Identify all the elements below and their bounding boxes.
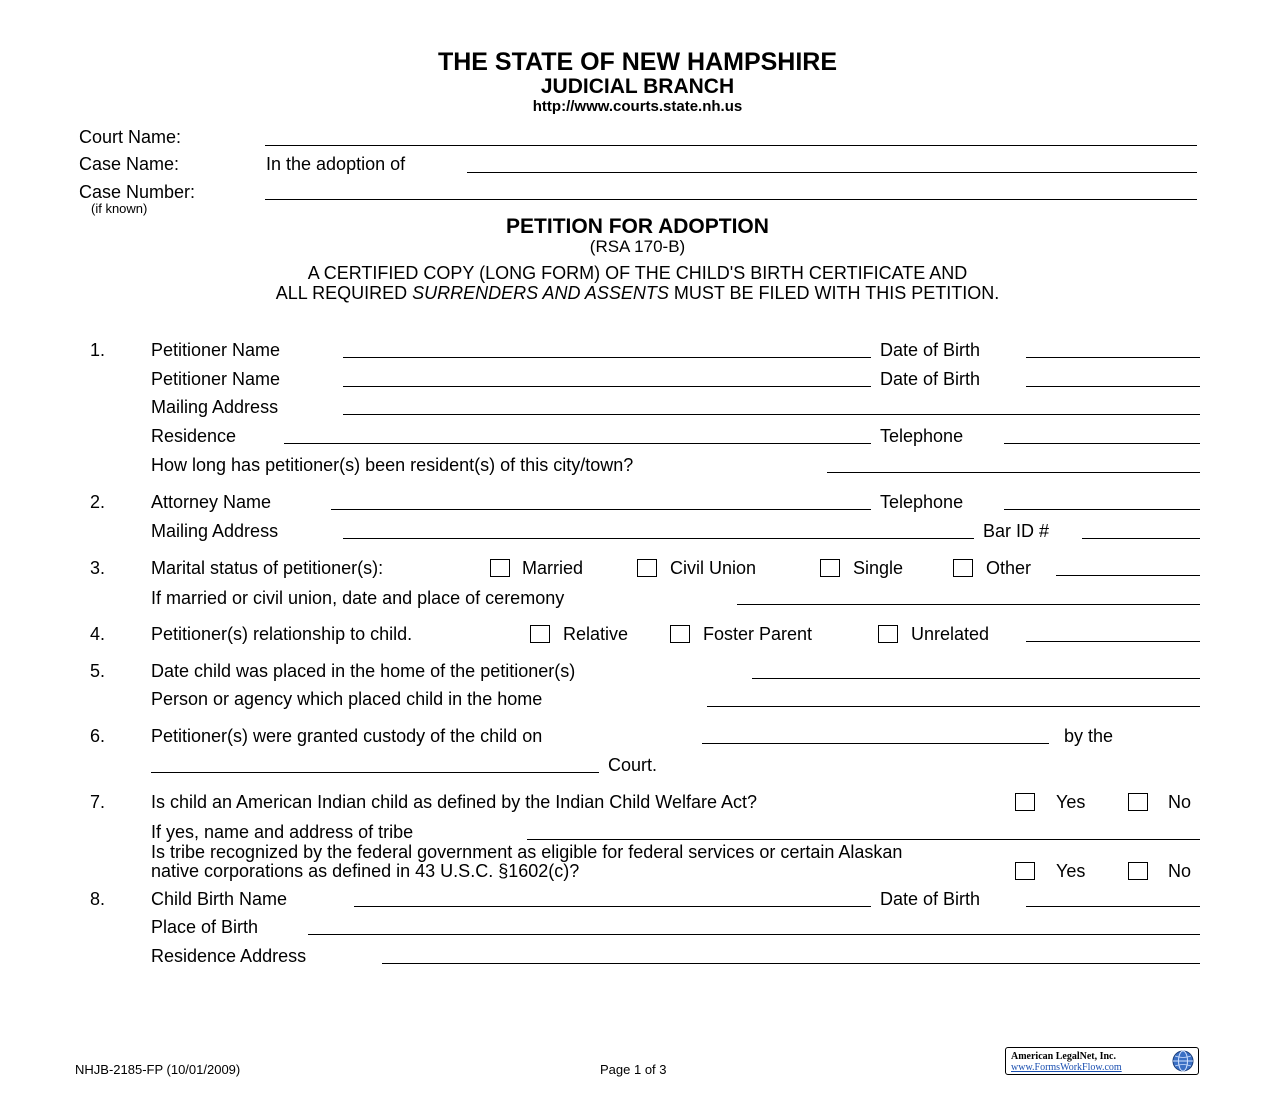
case-number-label: Case Number:	[79, 182, 196, 202]
case-number-field[interactable]	[265, 199, 1197, 200]
marital-status-label: Marital status of petitioner(s):	[151, 558, 384, 578]
petitioner-mailing-label: Mailing Address	[151, 397, 279, 417]
statute-ref: (RSA 170-B)	[589, 237, 686, 256]
petitioner-name-label-1: Petitioner Name	[151, 340, 281, 360]
petition-title: PETITION FOR ADOPTION	[506, 215, 769, 238]
page-number: Page 1 of 3	[600, 1062, 667, 1077]
date-placed-label: Date child was placed in the home of the petitioner(s)	[151, 661, 576, 681]
child-birth-name-label: Child Birth Name	[151, 889, 288, 909]
unrelated-checkbox[interactable]	[878, 625, 898, 643]
married-label: Married	[522, 558, 584, 578]
icwa-no-checkbox[interactable]	[1128, 793, 1148, 811]
petitioner-name-field-1[interactable]	[343, 357, 871, 358]
petitioner-dob-field-2[interactable]	[1026, 386, 1200, 387]
unrelated-label: Unrelated	[911, 624, 990, 644]
place-of-birth-label: Place of Birth	[151, 917, 259, 937]
custody-label: Petitioner(s) were granted custody of the child on	[151, 726, 543, 746]
notice-line-2-part1: ALL REQUIRED	[275, 283, 413, 303]
icwa-yes-checkbox[interactable]	[1015, 793, 1035, 811]
section-6-number: 6.	[90, 726, 106, 746]
branch-title: JUDICIAL BRANCH	[540, 75, 735, 98]
custody-date-field[interactable]	[702, 743, 1049, 744]
tribe-no-checkbox[interactable]	[1128, 862, 1148, 880]
brand-url[interactable]: www.FormsWorkFlow.com	[1011, 1062, 1122, 1073]
ceremony-field[interactable]	[737, 604, 1200, 605]
bar-id-label: Bar ID #	[983, 521, 1050, 541]
notice-line-2	[0, 283, 1275, 303]
state-title: THE STATE OF NEW HAMPSHIRE	[437, 48, 838, 76]
attorney-name-field[interactable]	[331, 509, 871, 510]
residence-field[interactable]	[284, 443, 871, 444]
section-5-number: 5.	[90, 661, 106, 681]
ceremony-label: If married or civil union, date and place of ceremony	[151, 588, 565, 608]
section-3-number: 3.	[90, 558, 106, 578]
attorney-telephone-label: Telephone	[880, 492, 964, 512]
icwa-no-label: No	[1168, 792, 1192, 812]
tribe-no-label: No	[1168, 861, 1192, 881]
residency-field[interactable]	[827, 472, 1200, 473]
married-checkbox[interactable]	[490, 559, 510, 577]
other-label: Other	[986, 558, 1032, 578]
civil-union-label: Civil Union	[670, 558, 757, 578]
brand-badge	[1005, 1047, 1199, 1075]
tribe-yes-label: Yes	[1056, 861, 1086, 881]
tribe-label: If yes, name and address of tribe	[151, 822, 414, 842]
civil-union-checkbox[interactable]	[637, 559, 657, 577]
petitioner-dob-field-1[interactable]	[1026, 357, 1200, 358]
relative-checkbox[interactable]	[530, 625, 550, 643]
person-agency-field[interactable]	[707, 706, 1200, 707]
tribe-recognized-line-2: native corporations as defined in 43 U.S.C. §1602(c)?	[151, 861, 580, 881]
brand-name: American LegalNet, Inc.	[1011, 1051, 1116, 1062]
residence-address-label: Residence Address	[151, 946, 307, 966]
child-birth-name-field[interactable]	[354, 906, 871, 907]
by-the-label: by the	[1064, 726, 1114, 746]
tribe-recognized-line-1: Is tribe recognized by the federal government as eligible for federal services or certain Alaskan	[151, 842, 903, 862]
place-of-birth-field[interactable]	[308, 934, 1200, 935]
petitioner-dob-label-1: Date of Birth	[880, 340, 981, 360]
residency-question: How long has petitioner(s) been resident(s) of this city/town?	[151, 455, 634, 475]
petitioner-telephone-label: Telephone	[880, 426, 964, 446]
section-8-number: 8.	[90, 889, 106, 909]
court-name-label: Court Name:	[79, 127, 182, 147]
residence-address-field[interactable]	[382, 963, 1200, 964]
other-checkbox[interactable]	[953, 559, 973, 577]
petitioner-name-label-2: Petitioner Name	[151, 369, 281, 389]
section-2-number: 2.	[90, 492, 106, 512]
child-dob-field[interactable]	[1026, 906, 1200, 907]
notice-line-1: A CERTIFIED COPY (LONG FORM) OF THE CHILD'S BIRTH CERTIFICATE AND	[307, 263, 968, 283]
case-name-field[interactable]	[467, 172, 1197, 173]
bar-id-field[interactable]	[1082, 538, 1200, 539]
child-dob-label: Date of Birth	[880, 889, 981, 909]
attorney-name-label: Attorney Name	[151, 492, 272, 512]
notice-line-2-part2: MUST BE FILED WITH THIS PETITION.	[668, 283, 1000, 303]
relationship-label: Petitioner(s) relationship to child.	[151, 624, 413, 644]
icwa-question: Is child an American Indian child as defined by the Indian Child Welfare Act?	[151, 792, 758, 812]
petitioner-mailing-field[interactable]	[343, 414, 1200, 415]
attorney-mailing-label: Mailing Address	[151, 521, 279, 541]
section-7-number: 7.	[90, 792, 106, 812]
relationship-other-field[interactable]	[1026, 641, 1200, 642]
relative-label: Relative	[563, 624, 629, 644]
court-label: Court.	[608, 755, 658, 775]
attorney-telephone-field[interactable]	[1004, 509, 1200, 510]
form-id: NHJB-2185-FP (10/01/2009)	[75, 1062, 241, 1077]
court-url: http://www.courts.state.nh.us	[532, 98, 743, 115]
case-name-prefix: In the adoption of	[266, 154, 406, 174]
court-name-field[interactable]	[265, 145, 1197, 146]
tribe-yes-checkbox[interactable]	[1015, 862, 1035, 880]
single-checkbox[interactable]	[820, 559, 840, 577]
icwa-yes-label: Yes	[1056, 792, 1086, 812]
petitioner-name-field-2[interactable]	[343, 386, 871, 387]
petitioner-dob-label-2: Date of Birth	[880, 369, 981, 389]
section-4-number: 4.	[90, 624, 106, 644]
residence-label: Residence	[151, 426, 237, 446]
petitioner-telephone-field[interactable]	[1004, 443, 1200, 444]
single-label: Single	[853, 558, 904, 578]
notice-line-2-italic: SURRENDERS AND ASSENTS	[412, 283, 669, 303]
case-name-label: Case Name:	[79, 154, 180, 174]
section-1-number: 1.	[90, 340, 106, 360]
case-number-note: (if known)	[91, 201, 148, 216]
custody-court-field[interactable]	[151, 772, 599, 773]
attorney-mailing-field[interactable]	[343, 538, 974, 539]
foster-parent-checkbox[interactable]	[670, 625, 690, 643]
date-placed-field[interactable]	[752, 678, 1200, 679]
person-agency-label: Person or agency which placed child in the home	[151, 689, 543, 709]
foster-parent-label: Foster Parent	[703, 624, 813, 644]
other-status-field[interactable]	[1056, 575, 1200, 576]
globe-logo-icon	[1171, 1049, 1195, 1073]
tribe-field[interactable]	[527, 839, 1200, 840]
